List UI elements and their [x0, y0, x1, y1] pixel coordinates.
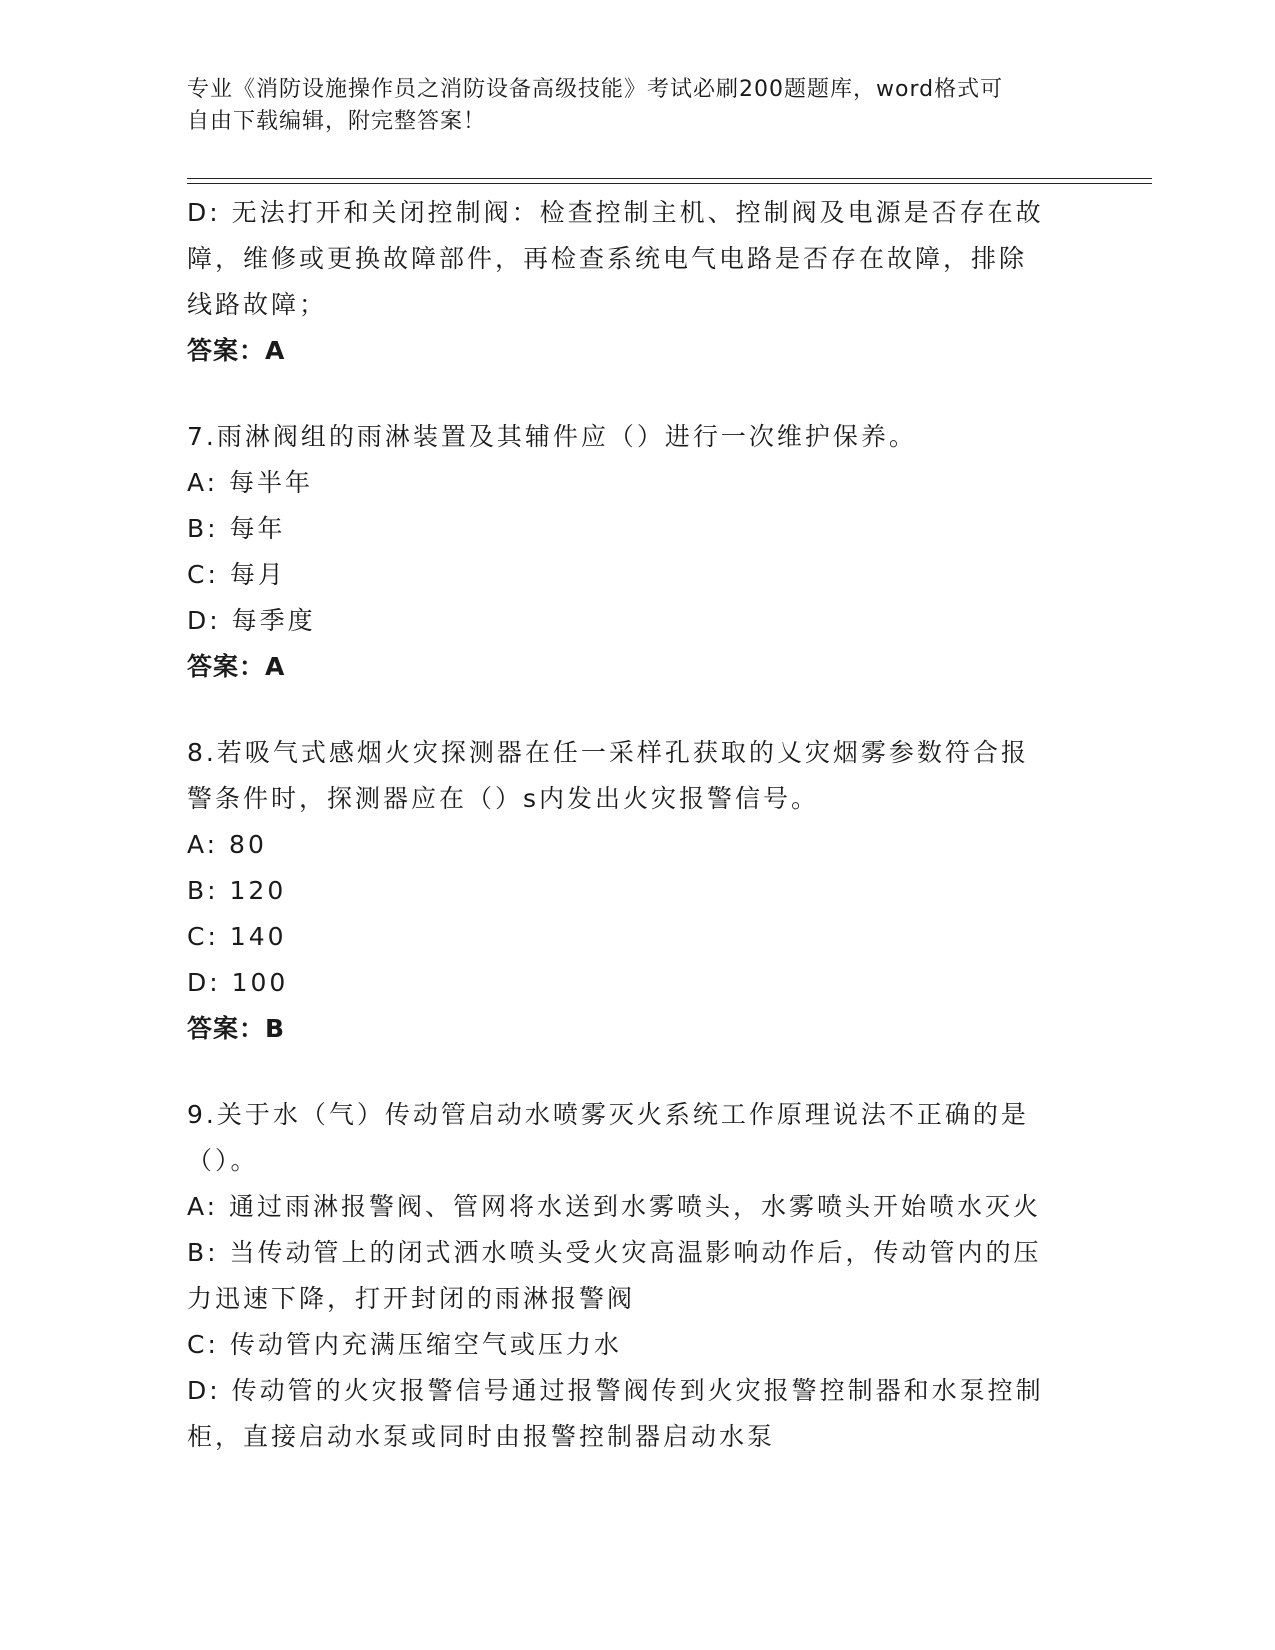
option-d-line-1: D: 传动管的火灾报警信号通过报警阀传到火灾报警控制器和水泵控制: [187, 1376, 1044, 1405]
option-c: C: 140: [187, 922, 287, 951]
header-rule-top: [187, 178, 1152, 179]
option-d-line-1: D: 无法打开和关闭控制阀：检查控制主机、控制阀及电源是否存在故: [187, 198, 1044, 227]
option-b: B: 120: [187, 876, 287, 905]
question-7: [187, 414, 1087, 690]
question-stem: 7.雨淋阀组的雨淋装置及其辅件应（）进行一次维护保养。: [187, 422, 917, 451]
document-body: [187, 190, 1087, 1460]
answer-line: 答案：A: [187, 336, 286, 365]
option-a: A: 每半年: [187, 468, 314, 497]
option-d: D: 100: [187, 968, 289, 997]
option-d-line-3: 线路故障；: [187, 290, 328, 319]
question-stem-line-2: （）。: [187, 1146, 259, 1175]
question-stem-line-1: 8.若吸气式感烟火灾探测器在任一采样孔获取的乂灾烟雾参数符合报: [187, 738, 1029, 767]
answer-line: 答案：B: [187, 1014, 286, 1043]
spacer: [187, 1052, 1087, 1092]
header-rule-bottom: [187, 183, 1152, 184]
option-b-line-1: B: 当传动管上的闭式洒水喷头受火灾高温影响动作后，传动管内的压: [187, 1238, 1042, 1267]
question-8: [187, 730, 1087, 1052]
question-6-tail: [187, 190, 1087, 374]
option-a: A: 80: [187, 830, 267, 859]
spacer: [187, 374, 1087, 414]
option-c: C: 传动管内充满压缩空气或压力水: [187, 1330, 622, 1359]
answer-line: 答案：A: [187, 652, 286, 681]
header-line-2: 自由下载编辑，附完整答案！: [187, 109, 487, 134]
option-a: A: 通过雨淋报警阀、管网将水送到水雾喷头，水雾喷头开始喷水灭火: [187, 1192, 1042, 1221]
option-d-line-2: 柜，直接启动水泵或同时由报警控制器启动水泵: [187, 1422, 776, 1451]
option-c: C: 每月: [187, 560, 286, 589]
header-line-1: 专业《消防设施操作员之消防设备高级技能》考试必刷200题题库，word格式可: [187, 77, 1004, 102]
option-d-line-2: 障，维修或更换故障部件，再检查系统电气电路是否存在故障，排除: [187, 244, 1028, 273]
spacer: [187, 690, 1087, 730]
document-header: [187, 74, 1067, 138]
option-b-line-2: 力迅速下降，打开封闭的雨淋报警阀: [187, 1284, 636, 1313]
question-stem-line-2: 警条件时，探测器应在（）s内发出火灾报警信号。: [187, 784, 820, 813]
option-b: B: 每年: [187, 514, 286, 543]
option-d: D: 每季度: [187, 606, 316, 635]
question-stem-line-1: 9.关于水（气）传动管启动水喷雾灭火系统工作原理说法不正确的是: [187, 1100, 1029, 1129]
question-9: [187, 1092, 1087, 1460]
